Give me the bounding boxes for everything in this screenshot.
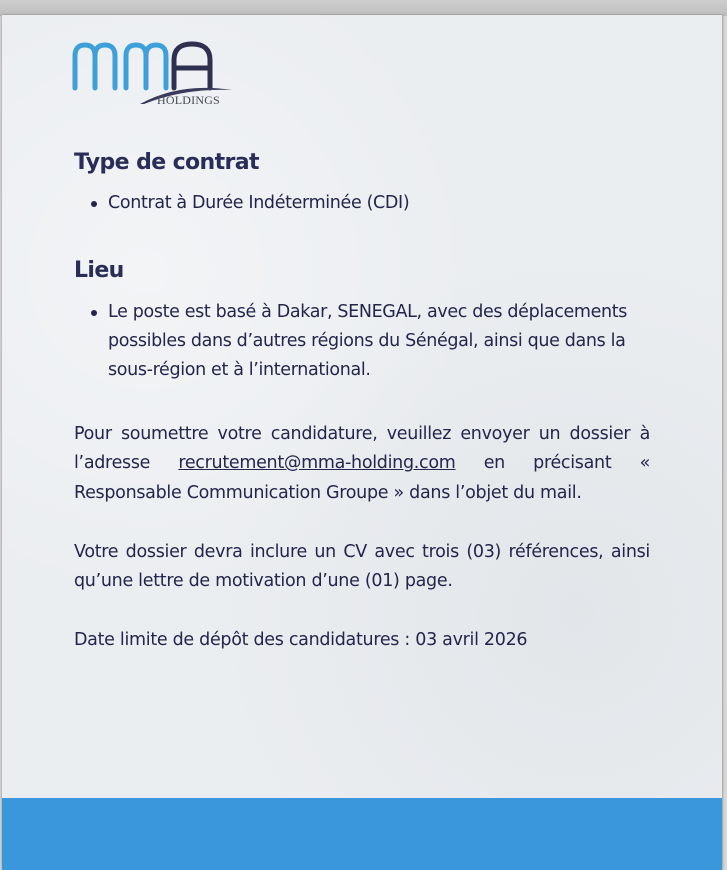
list-item: Contrat à Durée Indéterminée (CDI)	[74, 189, 650, 218]
document-content	[74, 150, 650, 656]
list-item: Le poste est basé à Dakar, SENEGAL, avec des déplacements possibles dans d’autres régions du Sénégal, ainsi que dans la sous-région et à l’international.	[74, 298, 650, 385]
logo-subtitle: HOLDINGS	[157, 93, 220, 107]
dossier-paragraph: Votre dossier devra inclure un CV avec trois (03) références, ainsi qu’une lettre de motivation d’une (01) page.	[74, 541, 650, 592]
application-text-start: Pour soumettre votre candidature, veuillez envoyer un dossier à l’adresse	[74, 424, 650, 474]
heading-contract-type: Type de contrat	[74, 150, 259, 175]
application-paragraph	[74, 420, 650, 508]
heading-location: Lieu	[74, 258, 124, 283]
top-edge-shadow	[0, 0, 727, 16]
location-list	[74, 298, 650, 385]
footer-band	[2, 798, 722, 870]
application-text-end: en précisant « Responsable Communication Groupe » dans l’objet du mail.	[74, 453, 650, 503]
contract-list	[74, 189, 650, 218]
email-link[interactable]: recrutement@mma-holding.com	[178, 453, 456, 474]
deadline-text: Date limite de dépôt des candidatures : 03 avril 2026	[74, 630, 528, 651]
